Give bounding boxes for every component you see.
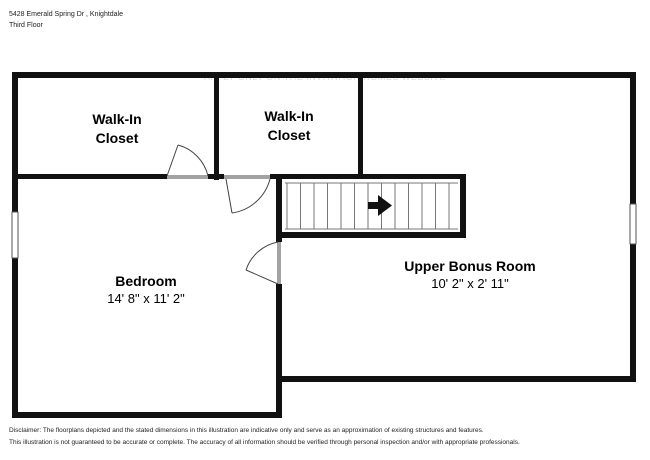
property-address: 5428 Emerald Spring Dr , Knightdale bbox=[9, 11, 124, 18]
bonus-room-dimensions: 10' 2" x 2' 11" bbox=[431, 276, 509, 291]
disclaimer-line-2: This illustration is not guaranteed to be accurate or complete. The accuracy of all information should be verified through personal inspection and/or with appropriate professionals. bbox=[9, 439, 520, 446]
walkin-closet-2-label-line2: Closet bbox=[267, 127, 311, 143]
bedroom-label: Bedroom bbox=[115, 273, 177, 289]
walkin-closet-1-label-line1: Walk-In bbox=[92, 111, 142, 127]
door-bedroom[interactable] bbox=[246, 242, 280, 284]
staircase bbox=[282, 179, 460, 232]
disclaimer-line-1: Disclaimer: The floorplans depicted and the stated dimensions in this illustration are indicative only and serve as an approximation of existing structures and features. bbox=[9, 427, 484, 434]
bedroom-dimensions: 14' 8" x 11' 2" bbox=[107, 291, 185, 306]
floor-label: Third Floor bbox=[9, 22, 43, 29]
window-bedroom bbox=[12, 212, 18, 258]
door-bedroom-closet[interactable] bbox=[224, 176, 270, 213]
walkin-closet-1-label-line2: Closet bbox=[95, 130, 139, 146]
walkin-closet-2-label-line1: Walk-In bbox=[264, 108, 314, 124]
door-walkin-closet[interactable] bbox=[167, 145, 208, 178]
bonus-room-label: Upper Bonus Room bbox=[404, 258, 536, 274]
window-bonus-room bbox=[630, 204, 636, 244]
